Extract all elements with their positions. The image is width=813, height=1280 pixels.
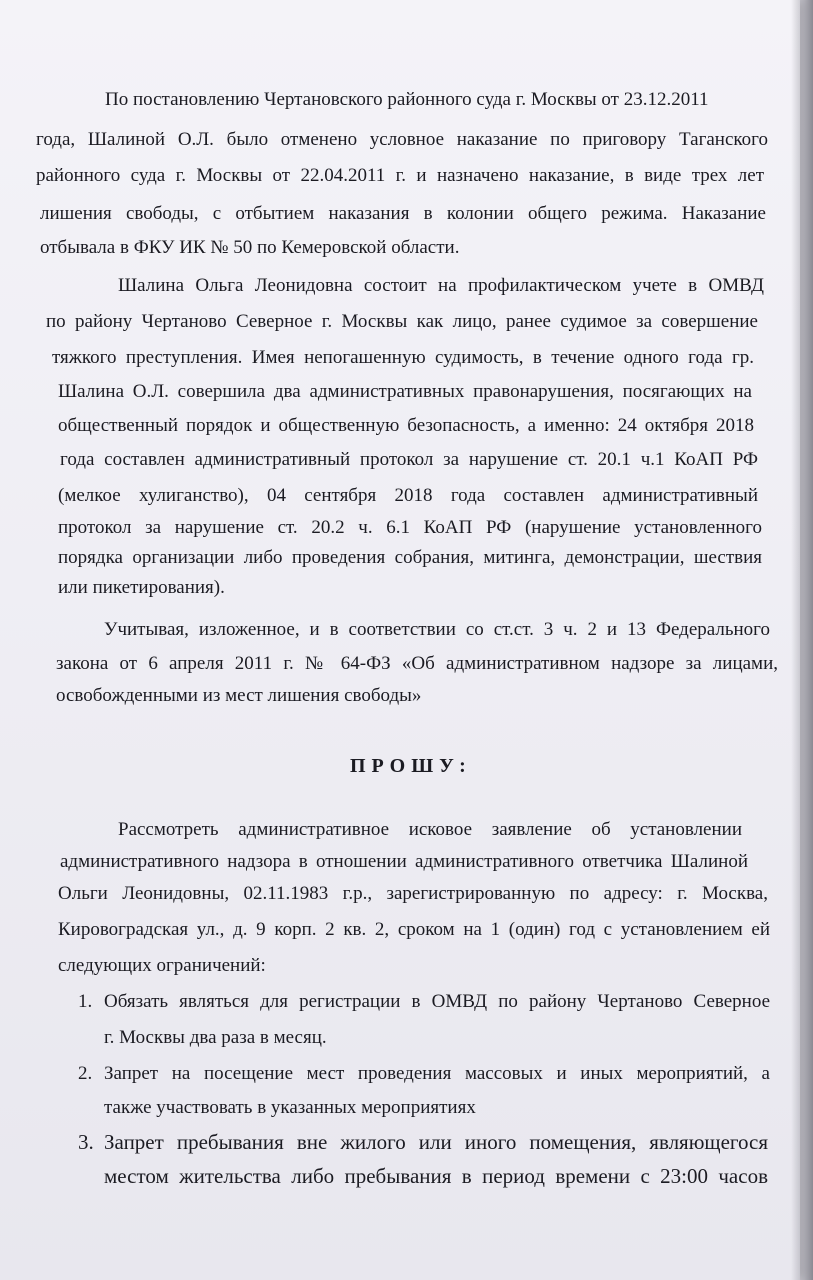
paragraph-2-line-10: или пикетирования). — [58, 577, 225, 598]
paragraph-2-line-1: Шалина Ольга Леонидовна состоит на профилактическом учете в ОМВД — [118, 275, 764, 296]
paragraph-1-line-3: районного суда г. Москвы от 22.04.2011 г. и назначено наказание, в виде трех лет — [36, 165, 764, 186]
paragraph-1-line-2: года, Шалиной О.Л. было отменено условное наказание по приговору Таганского — [36, 129, 768, 150]
paragraph-4-line-4: Кировоградская ул., д. 9 корп. 2 кв. 2, сроком на 1 (один) год с установлением ей — [58, 919, 770, 940]
paragraph-2-line-3: тяжкого преступления. Имея непогашенную судимость, в течение одного года гр. — [52, 347, 754, 368]
list-item-3-number: 3. — [78, 1130, 94, 1154]
paragraph-4-line-5: следующих ограничений: — [58, 955, 266, 976]
paragraph-4-line-1: Рассмотреть административное исковое заявление об установлении — [118, 819, 742, 840]
paragraph-3-line-1: Учитывая, изложенное, и в соответствии со ст.ст. 3 ч. 2 и 13 Федерального — [104, 619, 770, 640]
list-item-1-number: 1. — [78, 991, 93, 1012]
paragraph-2-line-6: года составлен административный протокол за нарушение ст. 20.1 ч.1 КоАП РФ — [60, 449, 758, 470]
paragraph-2-line-9: порядка организации либо проведения собрания, митинга, демонстрации, шествия — [58, 547, 762, 568]
paragraph-1-line-5: отбывала в ФКУ ИК № 50 по Кемеровской области. — [40, 237, 460, 258]
paragraph-2-line-5: общественный порядок и общественную безопасность, а именно: 24 октября 2018 — [58, 415, 754, 436]
paragraph-4-line-3: Ольги Леонидовны, 02.11.1983 г.р., зарегистрированную по адресу: г. Москва, — [58, 883, 768, 904]
paragraph-1-line-1: По постановлению Чертановского районного суда г. Москвы от 23.12.2011 — [105, 89, 709, 110]
paragraph-4-line-2: административного надзора в отношении административного ответчика Шалиной — [60, 851, 748, 872]
paragraph-3-line-2: закона от 6 апреля 2011 г. № 64-ФЗ «Об административном надзоре за лицами, — [56, 653, 778, 674]
list-item-2-line-1: Запрет на посещение мест проведения массовых и иных мероприятий, а — [104, 1063, 770, 1084]
page-edge-shadow — [791, 0, 813, 1280]
paragraph-3-line-3: освобожденными из мест лишения свободы» — [56, 685, 422, 706]
heading-proshu: ПРОШУ: — [350, 755, 472, 777]
list-item-1-line-1: Обязать являться для регистрации в ОМВД по району Чертаново Северное — [104, 991, 770, 1012]
list-item-3-line-2: местом жительства либо пребывания в период времени с 23:00 часов — [104, 1164, 768, 1188]
list-item-2-number: 2. — [78, 1063, 93, 1084]
paragraph-2-line-4: Шалина О.Л. совершила два административных правонарушения, посягающих на — [58, 381, 752, 402]
paragraph-2-line-7: (мелкое хулиганство), 04 сентября 2018 года составлен административный — [58, 485, 758, 506]
paragraph-2-line-2: по району Чертаново Северное г. Москвы как лицо, ранее судимое за совершение — [46, 311, 758, 332]
paragraph-1-line-4: лишения свободы, с отбытием наказания в колонии общего режима. Наказание — [40, 203, 766, 224]
list-item-2-line-2: также участвовать в указанных мероприятиях — [104, 1097, 476, 1118]
paragraph-2-line-8: протокол за нарушение ст. 20.2 ч. 6.1 КоАП РФ (нарушение установленного — [58, 517, 762, 538]
list-item-3-line-1: Запрет пребывания вне жилого или иного помещения, являющегося — [104, 1130, 768, 1154]
list-item-1-line-2: г. Москвы два раза в месяц. — [104, 1027, 327, 1048]
